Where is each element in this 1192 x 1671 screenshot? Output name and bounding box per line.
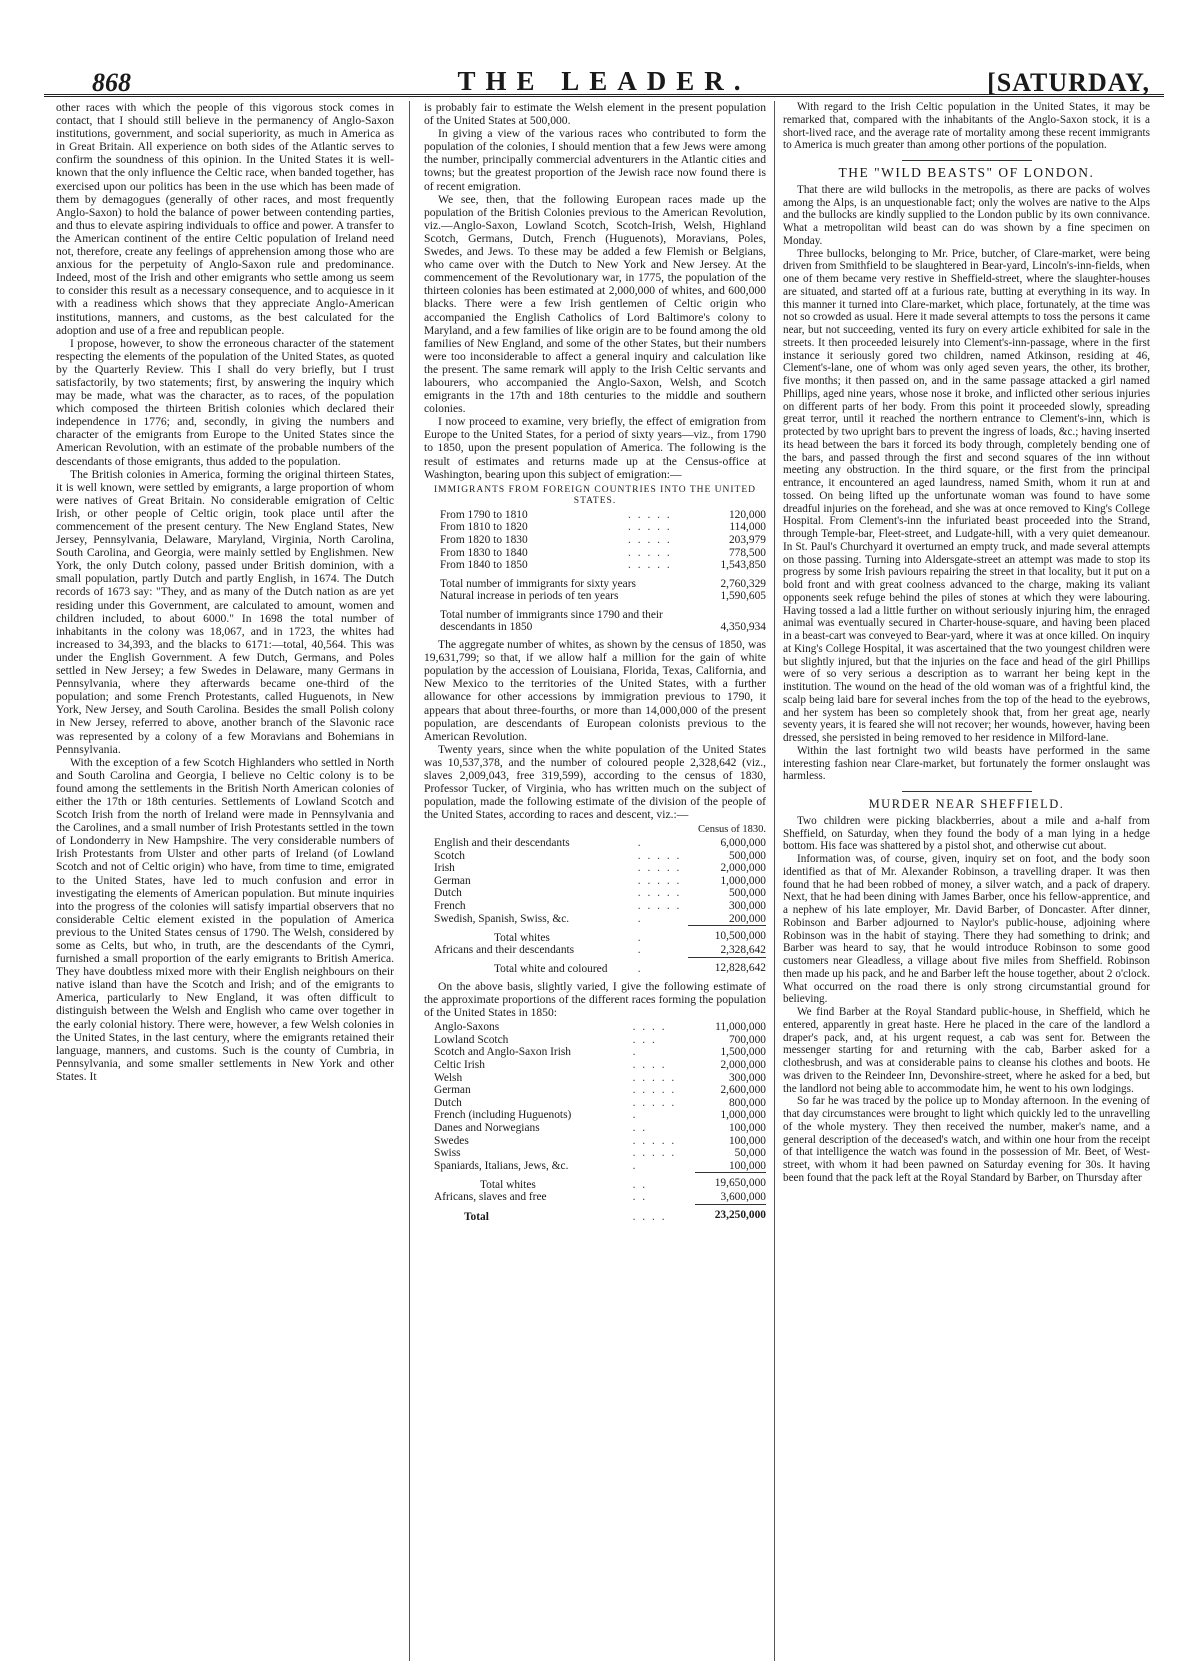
table-cell: 800,000 — [728, 1096, 766, 1109]
table-cell: Swedes — [434, 1134, 469, 1147]
table-cell: 6,000,000 — [720, 836, 766, 849]
table-cell: From 1840 to 1850 — [440, 559, 528, 572]
table-row: Danes and Norwegians . . 100,000 — [424, 1122, 766, 1135]
table-row: From 1840 to 1850 . . . . . 1,543,850 — [424, 559, 766, 572]
table-row: French . . . . . 300,000 — [424, 900, 766, 913]
table-cell: German — [434, 874, 471, 887]
table-cell: 12,828,642 — [688, 957, 766, 976]
article-paragraph: Two children were picking blackberries, about a mile and a-half from Sheffield, on Saturday, when they found the body of a man lying in a hedge bottom. His face was shattered by a pistol shot, and otherwise cut about. — [783, 814, 1150, 853]
table-cell: 1,590,605 — [720, 590, 766, 603]
article-paragraph: other races with which the people of this vigorous stock comes in contact, that I should still believe in the permanency of Anglo-Saxon institutions, government, and social superiority, as much in America as in Great Britain. All experience on both sides of the Atlantic serves to confirm the soundness of this opinion. In the United States it is well-known that the only influence the Celtic race, when banded together, has exercised upon our politics has been in the use which has been made of them by demagogues (generally of other races, and most frequently Anglo-Saxon) to hold the balance of power between contending parties, and thus to elevate aspiring individuals to office and power. A transfer to the American continent of the entire Celtic population of Ireland need not, therefore, create any feelings of apprehension among those who are anxious for the perpetuity of Anglo-Saxon rule and predominance. Indeed, most of the Irish and other emigrants who settle among us seem to consider this result as a necessary consequence, and to acquiesce in it with a readiness which shows that they appreciate Anglo-American institutions, manners, and customs, as the best calculated for the adoption and use of a free and republican people. — [56, 101, 394, 337]
table-cell: Africans and their descendants — [434, 944, 575, 957]
article-paragraph: That there are wild bullocks in the metropolis, as there are packs of wolves among the Alps, is an unquestionable fact; only the wolves are native to the Alps and the bullocks are kindly supplied to the London public by its own connivance. What a metropolitan wild beast can do was shown by a fine specimen on Monday. — [783, 183, 1150, 247]
table-cell: 10,500,000 — [688, 926, 766, 945]
table-cell: 3,600,000 — [720, 1191, 766, 1204]
table-row: Africans and their descendants . 2,328,642 — [424, 944, 766, 957]
table-cell: 1,000,000 — [720, 874, 766, 887]
table-row: From 1790 to 1810 . . . . . 120,000 — [424, 509, 766, 522]
table-cell: 23,250,000 — [695, 1205, 766, 1224]
table-cell: 100,000 — [728, 1121, 766, 1134]
table-cell: French (including Huguenots) — [434, 1109, 572, 1122]
table-cell: 19,650,000 — [695, 1173, 766, 1192]
table-row — [424, 590, 766, 603]
article-paragraph: So far he was traced by the police up to Monday afternoon. In the evening of that day circumstances were brought to light which quickly led to the unravelling of the whole mystery. They then received the number, maker's name, and a general description of the deceased's watch, and within one hour from the receipt of that intelligence the watch was found in the possession of Mr. Beet, of West-street, with whom it had been pawned on Saturday evening for 30s. It having been found that the pack left at the Royal Standard by Barber, on Thursday after — [783, 1095, 1150, 1184]
table-cell: From 1820 to 1830 — [440, 533, 528, 546]
section-rule — [902, 160, 1032, 161]
column-3 — [783, 101, 1150, 1661]
table-row: Welsh . . . . . 300,000 — [424, 1072, 766, 1085]
table-cell: 203,979 — [728, 533, 766, 546]
article-paragraph: We find Barber at the Royal Standard public-house, in Sheffield, which he entered, apparently in great haste. Here he placed in the care of the landlord a draper's pack, and, at his urgent request, a cab was sent for. Between the messenger starting for and returning with the cab, Barber asked for a clothesbrush, and was at considerable pains to cleanse his clothes and boots. He was driven to the Reindeer Inn, Devonshire-street, where he asked for a bed, but the landlord not being able to accommodate him, he went to his own lodgings. — [783, 1006, 1150, 1095]
table-row: Dutch . . . . . 500,000 — [424, 887, 766, 900]
table-cell: 1,500,000 — [720, 1046, 766, 1059]
table-row: Scotch and Anglo-Saxon Irish . 1,500,000 — [424, 1046, 766, 1059]
article-paragraph: The British colonies in America, forming the original thirteen States, it is well known, were settled by emigrants, a large proportion of whom were natives of Great Britain. No considerable emigration of Celtic Irish, or other people of Celtic origin, took place until after the commencement of the present century. The New England States, New Jersey, Pennsylvania, Delaware, Maryland, Virginia, North Carolina, South Carolina, and Georgia, were mainly settled by Englishmen. New York, the only Dutch colony, passed under British dominion, with a small population, partly Dutch and partly English, in 1674. The Dutch records of 1673 say: "They, and as many of the Dutch nation as are yet residing under this Government, are calculated to amount, women and children included, to about 6000." In 1698 the total number of inhabitants in the colony was 18,067, and in 1723, the whites had increased to 34,393, and the blacks to 6171:—total, 40,564. This was under the English Government. A few Dutch, Germans, and Poles settled in New Jersey; a few Swedes in Delaware, many Germans in Pennsylvania, where they afterwards became one-third of the population; and some French Protestants, called Huguenots, in New York, New Jersey, and South Carolina. Besides the small Polish colony in New Jersey, referred to above, another branch of the Slavonic race was represented by a colony of a few Moravians and Bohemians in Pennsylvania. — [56, 467, 394, 756]
table-row: German . . . . . 2,600,000 — [424, 1084, 766, 1097]
masthead-rule — [44, 94, 1164, 97]
table-row: French (including Huguenots) . 1,000,000 — [424, 1109, 766, 1122]
table-cell: From 1830 to 1840 — [440, 546, 528, 559]
table-cell: 100,000 — [728, 1134, 766, 1147]
article-paragraph: In giving a view of the various races who contributed to form the population of the colonies, I should mention that a few Jews were among the number, principally commercial adventurers in the Atlantic cities and towns; but the greatest proportion of the Jewish race now found there is of recent emigration. — [424, 127, 766, 193]
table-cell: From 1790 to 1810 — [440, 508, 528, 521]
table-row: Lowland Scotch . . . 700,000 — [424, 1034, 766, 1047]
article-paragraph: The aggregate number of whites, as shown by the census of 1850, was 19,631,799; so that, if we allow half a million for the gain of white population by the accession of Louisiana, Florida, Texas, California, and New Mexico to the territories of the United States, with a further allowance for other accessions by immigration previous to 1790, it appears that about three-fourths, or more than 14,000,000 of the present population, are descendants of European colonists previous to the American Revolution. — [424, 638, 766, 743]
table-row — [424, 603, 766, 634]
article-paragraph: Within the last fortnight two wild beasts have performed in the same interesting fashion near Clare-market, but fortunately the former onslaught was harmless. — [783, 744, 1150, 783]
table-cell: Dutch — [434, 1096, 462, 1109]
table-cell: Total number of immigrants for sixty years — [440, 577, 636, 590]
table-cell: Danes and Norwegians — [434, 1121, 540, 1134]
table-cell: 2,600,000 — [720, 1084, 766, 1097]
table-row: Celtic Irish . . . . 2,000,000 — [424, 1059, 766, 1072]
table-row: Spaniards, Italians, Jews, &c. . 100,000 — [424, 1160, 766, 1173]
page-number: 868 — [92, 68, 131, 97]
table-cell: 200,000 — [728, 912, 766, 925]
section-rule — [902, 791, 1032, 792]
article-paragraph: With regard to the Irish Celtic population in the United States, it may be remarked that, compared with the inhabitants of the Anglo-Saxon stock, it is a short-lived race, and the average rate of mortality among these recent immigrants to America is much greater than among other portions of the population. — [783, 101, 1150, 152]
article-paragraph: I propose, however, to show the erroneous character of the statement respecting the elements of the population of the United States, as quoted by the Quarterly Review. This I shall do very briefly, but I trust satisfactorily, by two statements; first, by answering the inquiry which may be made, what was the character, as to races, of the population which composed the thirteen British colonies which declared their independence in 1776; and, secondly, in giving the numbers and character of the emigrants from Europe to the United States since the American Revolution, with an estimate of the probable numbers of the descendants of those emigrants, thus added to the population. — [56, 336, 394, 468]
article-paragraph: I now proceed to examine, very briefly, the effect of emigration from Europe to the United States, for a period of sixty years—viz., from 1790 to 1850, upon the present population of America. The following is the result of estimates and returns made up at the Census-office at Washington, bearing upon this subject of emigration:— — [424, 415, 766, 481]
article-paragraph: Three bullocks, belonging to Mr. Price, butcher, of Clare-market, were being driven from Smithfield to be slaughtered in Bear-yard, Lincoln's-inn-fields, when one of them became very restive in Sheffield-street, where the slaughter-houses are situated, and started off at a furious rate, butting at everything in its way. In this manner it turned into Clare-market, which place, fortunately, at the time was not so crowded as usual. Here it made several attempts to toss the persons it came near, but not succeeding, vented its fury on every article exhibited for sale in the streets. It then proceeded leisurely into Clement's-inn-passage, where in the first instance it seriously gored two children, named Atkinson, residing at 46, Clement's-lane, one of whom was only aged seven years, the other, its brother, five months; it then passed on, and in the same passage attacked a girl named Phillips, aged nine years, whose nose it broke, and inflicted other serious injuries on different parts of her body. From this point it proceeded slowly, spreading great terror, until it reached the northern entrance to Clement's-inn, which is protected by two upright bars to prevent the ingress of loads, &c.; having inserted its head between the bars it forced its body through, completely bending one of the bars, and passed through the first and second squares of the inn without meeting any obstruction. In the third square, or the first from the principal entrance, it encountered an aged laundress, named Smith, whom it run at and tossed. On being lifted up the unfortunate woman was found to have some dreadful injuries on the forehead, and she was at once removed to King's College Hospital. From Clement's-inn the infuriated beast proceeded into the Strand, through Temple-bar, Fleet-street, and Ludgate-hill, with a very quiet demeanour. In St. Paul's Churchyard it overturned an empty truck, and made several attempts on those passing. Turning into Aldersgate-street an attempt was made to stop its progress by some Irish paviours repairing the street in that locality, but it put on a bold front and with great coolness advanced to the charge, making its valiant opponents seek refuge behind the piles of stones at which they were labouring. Having tossed a lad a little further on without seriously injuring him, the enraged animal was eventually secured in Charter-house-square, and having been placed in a beast-cart was conveyed to Bear-yard, where it was at once killed. On inquiry at King's College Hospital, it was ascertained that the two youngest children were but slightly injured, but that the injuries on the face and head of the girl Phillips were of so very serious a description as to warrant her being kept in the institution. The wound on the head of the old woman was of a frightful kind, the scalp being laid bare for several inches from the top of the head to the eyebrows, and her system has been so completely shook that, from her great age, nearly seventy years, it is feared she will not recover; her wounds, however, having been dressed, she persisted in being removed to her residence in Milford-lane. — [783, 247, 1150, 744]
immigrants-table — [424, 509, 766, 634]
table-row: From 1830 to 1840 . . . . . 778,500 — [424, 547, 766, 560]
table-cell: 1,543,850 — [720, 559, 766, 572]
census-1830-table — [424, 824, 766, 976]
issue-day: [SATURDAY, — [987, 68, 1150, 97]
table-row: Total whites . 10,500,000 — [424, 926, 766, 945]
census-1850-table — [424, 1021, 766, 1223]
article-paragraph: Twenty years, since when the white population of the United States was 10,537,378, and the number of coloured people 2,328,642 (viz., slaves 2,009,043, free 319,599), according to the census of 1830, Professor Tucker, of Virginia, who has written much on the subject of population, made the following estimate of the division of the people of the United States, according to races and descent, viz.:— — [424, 742, 766, 822]
column-1 — [56, 101, 394, 1661]
table-cell: 2,760,329 — [720, 577, 766, 590]
table-cell: Scotch and Anglo-Saxon Irish — [434, 1046, 571, 1059]
table-cell: 500,000 — [728, 887, 766, 900]
table-cell: 700,000 — [728, 1033, 766, 1046]
article-paragraph: With the exception of a few Scotch Highlanders who settled in North and South Carolina and Georgia, I believe no Celtic colony is to be found among the settlements in the British North American colonies of either the 17th or 18th centuries. Settlements of Lowland Scotch and Scotch Irish from the north of Ireland were made in Pennsylvania and the Carolines, and a small number of Irish Protestants settled in the town of Londonderry in New Hampshire. The very considerable numbers of Irish Protestants from Ulster and other parts of Ireland (of Lowland Scotch and not of Celtic origin) who have, from time to time, emigrated to the United States, have led to much confusion and error in investigating the elements of American population. But minute inquiries into the progress of the colonies will satisfy impartial observers that no considerable Celtic element existed in the population of America previous to the United States census of 1790. The Welsh, considered by some as Celts, but who, in truth, are the descendants of the Cymri, furnished a small proportion of the early emigrants to British America. They have doubtless mixed more with their English neighbours on their native island than have the Scotch and Irish; and of the emigrants to America, particularly to New England, it was often difficult to distinguish between the Welsh and English who came over together in the early colonial history. There were, however, a few Welsh colonies in the United States, in the last century, where the emigrants retained their language, manners, and customs. Such is the county of Cumbria, in Pennsylvania, and some smaller settlements in New York and other States. It — [56, 755, 394, 1083]
table-row: From 1810 to 1820 . . . . . 114,000 — [424, 521, 766, 534]
table-cell: French — [434, 899, 466, 912]
table-cell: Total whites — [480, 1178, 536, 1191]
column-divider — [774, 101, 775, 1661]
table-cell: 11,000,000 — [715, 1021, 766, 1034]
table-cell: Scotch — [434, 849, 466, 862]
table-cell: 778,500 — [728, 546, 766, 559]
article-paragraph: On the above basis, slightly varied, I give the following estimate of the approximate proportions of the different races forming the population of the United States in 1850: — [424, 979, 766, 1020]
table-cell: 300,000 — [728, 1071, 766, 1084]
table-cell: Spaniards, Italians, Jews, &c. — [434, 1159, 569, 1172]
table-row: English and their descendants . 6,000,000 — [424, 837, 766, 850]
table-cell: 1,000,000 — [720, 1109, 766, 1122]
table-row — [424, 824, 766, 837]
table-row: From 1820 to 1830 . . . . . 203,979 — [424, 534, 766, 547]
table-row — [424, 572, 766, 591]
immigrants-table-title: IMMIGRANTS FROM FOREIGN COUNTRIES INTO THE UNITED STATES. — [433, 484, 757, 506]
table-row: Total white and coloured . 12,828,642 — [424, 957, 766, 976]
table-row: Total whites . . 19,650,000 — [424, 1173, 766, 1192]
table-cell: Dutch — [434, 887, 462, 900]
table-cell: 2,000,000 — [720, 1058, 766, 1071]
table-row: German . . . . . 1,000,000 — [424, 875, 766, 888]
table-cell: Lowland Scotch — [434, 1033, 509, 1046]
table-cell: Total whites — [494, 931, 550, 944]
table-row: Swedish, Spanish, Swiss, &c. . 200,000 — [424, 913, 766, 926]
table-row: Africans, slaves and free . . 3,600,000 — [424, 1191, 766, 1204]
table-cell: Welsh — [434, 1071, 463, 1084]
table-cell: Total number of immigrants since 1790 and their descendants in 1850 — [440, 608, 663, 634]
table-row: Swedes . . . . . 100,000 — [424, 1135, 766, 1148]
table-cell: 300,000 — [728, 899, 766, 912]
heading-wild-beasts: THE "WILD BEASTS" OF LONDON. — [838, 165, 1095, 180]
census-header: Census of 1830. — [698, 824, 766, 836]
table-cell: 4,350,934 — [720, 621, 766, 634]
table-cell: Natural increase in periods of ten years — [440, 590, 619, 603]
table-cell: 120,000 — [728, 508, 766, 521]
heading-murder: MURDER NEAR SHEFFIELD. — [868, 797, 1065, 811]
table-row: Dutch . . . . . 800,000 — [424, 1097, 766, 1110]
table-cell: 500,000 — [728, 849, 766, 862]
table-cell: 2,000,000 — [720, 862, 766, 875]
table-cell: 114,000 — [729, 521, 766, 534]
table-cell: Irish — [434, 862, 455, 875]
article-paragraph: We see, then, that the following European races made up the population of the British Colonies previous to the American Revolution, viz.—Anglo-Saxon, Lowland Scotch, Scotch-Irish, Welsh, Highland Scotch, Germans, Dutch, French (Huguenots), Moravians, Poles, Swedes, and Jews. To these may be added a few Flemish or Belgians, who came over with the Dutch to New York and New Jersey. At the commencement of the Revolutionary war, in 1775, the population of the thirteen colonies has been estimated at 2,000,000 of whites, and 600,000 blacks. There were a few Irish gentlemen of Celtic origin who accompanied the English Catholics of Lord Baltimore's colony to Maryland, and a few families of like origin are to be found among the old families of New England, and some of the other States, but their numbers were too inconsiderable to affect a general inquiry and calculation like the present. The same remark will apply to the Irish Celtic servants and labourers, who accompanied the Anglo-Saxon, Welsh, and Scotch emigrants in the 17th and 18th centuries to the middle and southern colonies. — [424, 192, 766, 416]
table-cell: Swedish, Spanish, Swiss, &c. — [434, 912, 570, 925]
table-cell: From 1810 to 1820 — [440, 521, 528, 534]
table-cell: Anglo-Saxons — [434, 1021, 500, 1034]
table-cell: German — [434, 1084, 471, 1097]
newspaper-title: THE LEADER. — [457, 66, 751, 96]
table-row: Swiss . . . . . 50,000 — [424, 1147, 766, 1160]
article-paragraph: Information was, of course, given, inquiry set on foot, and the body soon identified as that of Mr. Alexander Robinson, a travelling draper. It was then found that he had been robbed of money, a silver watch, and a pack of drapery. Next, that he had been dining with James Barber, once his fellow-apprentice, and a nephew of his late employer, Mr. David Barber, of Doncaster. After dinner, Robinson and Barber adjourned to Naylor's public-house, adjoining where Robinson was in the habit of staying. There they had something to drink; and Barber was heard to say, that he would introduce Robinson to some good customers near Gleadless, a village about five miles from Sheffield. Robinson then made up his pack, and he and Barber left the house together, about 2 o'clock. What occurred on the road there is only strong circumstantial ground for believing. — [783, 853, 1150, 1006]
table-cell: English and their descendants — [434, 836, 570, 849]
table-cell: 50,000 — [734, 1147, 766, 1160]
table-cell: 2,328,642 — [720, 944, 766, 957]
table-cell: Total white and coloured — [494, 963, 608, 976]
table-cell: 100,000 — [728, 1159, 766, 1172]
table-cell: Celtic Irish — [434, 1058, 485, 1071]
table-row: Total . . . . 23,250,000 — [424, 1205, 766, 1224]
column-divider — [409, 101, 410, 1661]
article-paragraph: is probably fair to estimate the Welsh element in the present population of the United States at 500,000. — [424, 101, 766, 128]
table-row: Anglo-Saxons . . . . 11,000,000 — [424, 1021, 766, 1034]
table-cell: Swiss — [434, 1147, 461, 1160]
table-cell: Africans, slaves and free — [434, 1191, 547, 1204]
table-row: Scotch . . . . . 500,000 — [424, 850, 766, 863]
column-2 — [424, 101, 766, 1661]
table-row: Irish . . . . . 2,000,000 — [424, 862, 766, 875]
table-cell: Total — [464, 1210, 489, 1223]
